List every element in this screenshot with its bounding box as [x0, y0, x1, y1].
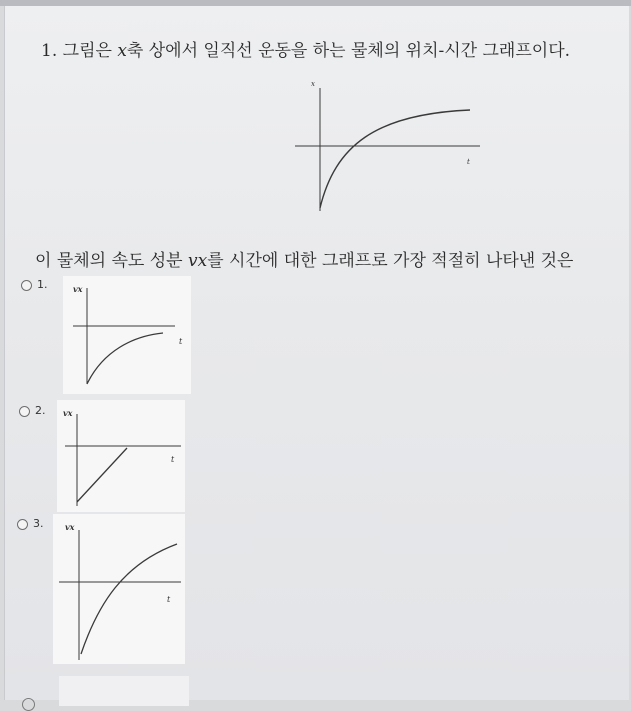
position-time-graph-svg — [295, 76, 495, 226]
option-2-graph-svg — [57, 400, 185, 512]
question-variable: x — [117, 41, 127, 61]
option-1-graph-svg — [63, 276, 191, 394]
option-3-radio[interactable] — [17, 519, 28, 530]
option-2-graph[interactable] — [57, 400, 185, 512]
option-1-y-label: vx — [73, 284, 83, 294]
option-2-x-label: t — [171, 455, 175, 464]
prompt-variable: vx — [188, 251, 208, 271]
option-1-radio[interactable] — [21, 280, 32, 291]
option-1-x-label: t — [179, 337, 183, 346]
option-4-graph-partial[interactable] — [59, 676, 189, 706]
question-text-before: 그림은 — [62, 41, 112, 61]
option-1-label: 1. — [37, 278, 48, 291]
question-title — [41, 36, 570, 61]
option-3-curve — [81, 544, 177, 654]
question-number: 1. — [41, 41, 58, 61]
option-3-graph[interactable] — [53, 514, 185, 664]
question-card — [4, 6, 629, 700]
option-2-y-label: vx — [63, 408, 73, 418]
option-3-x-label: t — [167, 595, 171, 604]
option-2-radio[interactable] — [19, 406, 30, 417]
option-1-curve — [87, 333, 163, 384]
option-3-label: 3. — [33, 517, 44, 530]
position-curve — [320, 110, 470, 208]
option-3-y-label: vx — [65, 522, 75, 532]
question-text-after: 축 상에서 일직선 운동을 하는 물체의 위치-시간 그래프이다. — [126, 41, 571, 61]
question-prompt — [35, 246, 573, 271]
option-3-graph-svg — [53, 514, 185, 664]
graph-x-label: t — [467, 158, 470, 166]
graph-y-label: x — [311, 80, 315, 88]
option-1-graph[interactable] — [63, 276, 191, 394]
option-2-label: 2. — [35, 404, 46, 417]
prompt-text-after: 를 시간에 대한 그래프로 가장 적절히 나타낸 것은 — [207, 251, 574, 271]
option-2-line — [77, 448, 127, 502]
position-time-graph — [295, 76, 495, 230]
prompt-text-before: 이 물체의 속도 성분 — [35, 251, 183, 271]
